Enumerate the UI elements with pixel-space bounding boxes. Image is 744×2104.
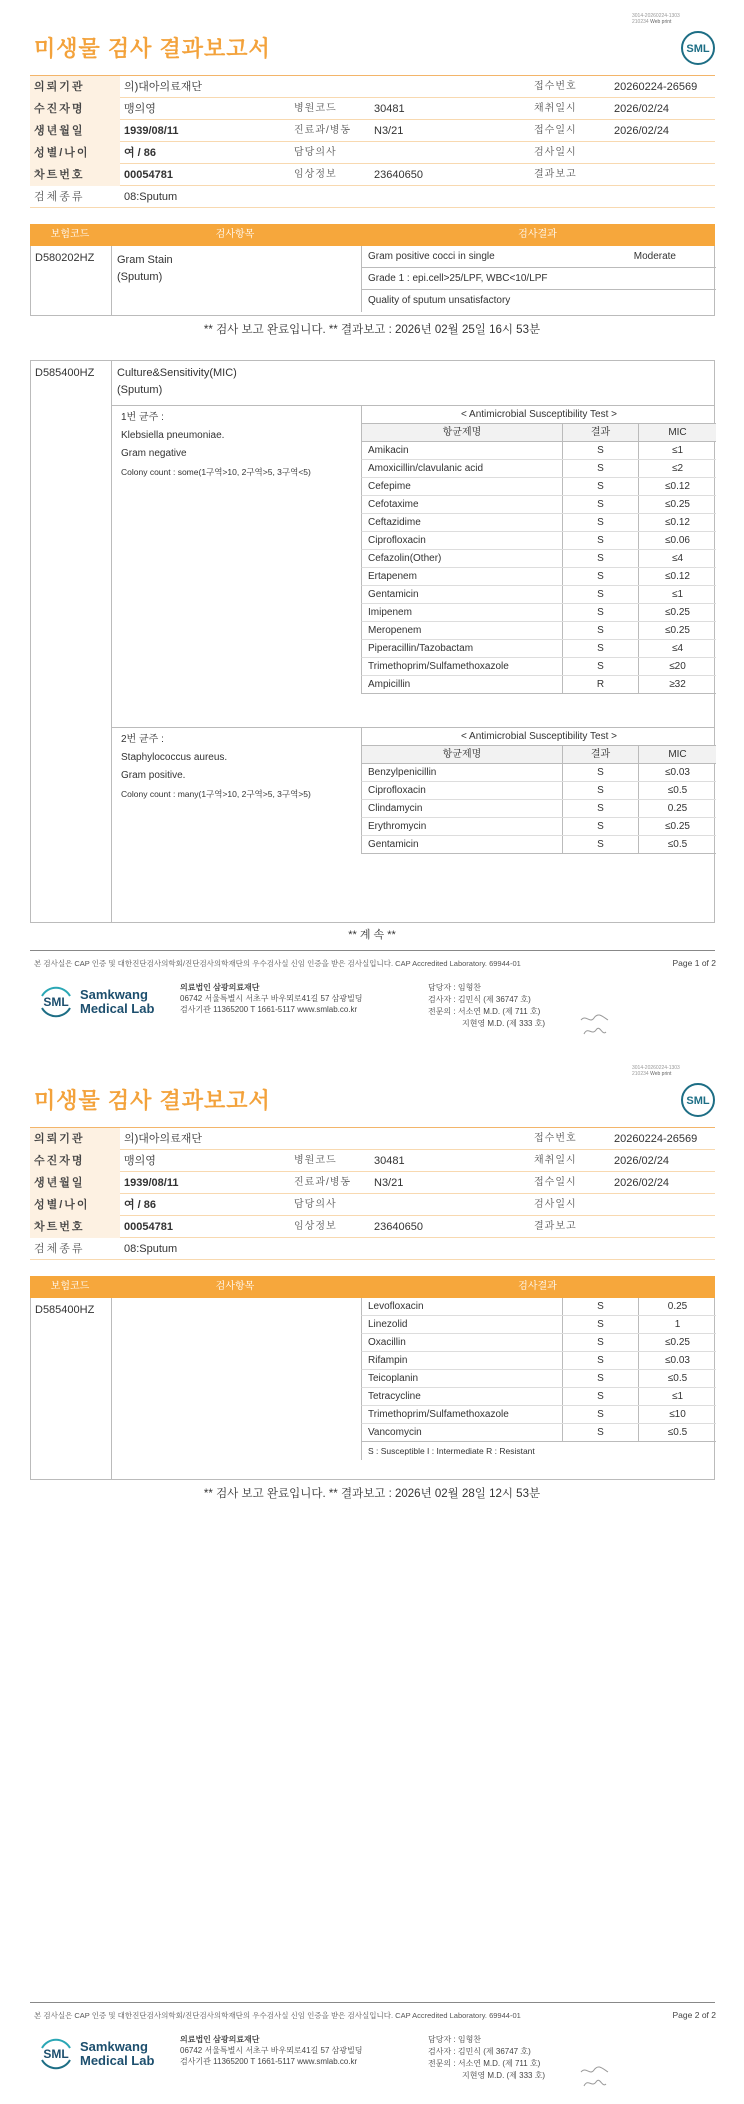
gram-item xyxy=(117,252,173,286)
dept-value: N3/21 xyxy=(374,124,404,137)
ast-row xyxy=(361,1406,716,1424)
ast-row xyxy=(361,514,716,532)
drug-name: Amikacin xyxy=(368,445,409,456)
drug-name: Trimethoprim/Sulfamethoxazole xyxy=(368,1409,509,1420)
drug-result: S xyxy=(562,640,638,657)
web-print-text: Web print xyxy=(650,1071,672,1077)
drug-name: Oxacillin xyxy=(368,1337,406,1348)
drug-result: S xyxy=(562,1370,638,1387)
label-receipt-no: 접수번호 xyxy=(534,1132,577,1144)
staff-line: 담당자 : 임형찬 xyxy=(428,2035,482,2044)
info-row xyxy=(30,164,715,186)
drug-mic: ≤0.5 xyxy=(638,836,716,853)
gram-result-text: Gram positive cocci in single xyxy=(368,251,495,262)
gram-result-row xyxy=(361,290,716,312)
patient-info xyxy=(30,1127,715,1260)
sml-logo-icon xyxy=(36,2034,76,2074)
drug-name: Ciprofloxacin xyxy=(368,535,426,546)
drug-result: S xyxy=(562,1388,638,1405)
drug-mic: ≤0.03 xyxy=(638,1352,716,1369)
ast-row xyxy=(361,1370,716,1388)
footer-brand xyxy=(80,988,154,1016)
signature-icon xyxy=(578,1010,612,1040)
ast-row xyxy=(361,586,716,604)
gram-stain-section xyxy=(30,246,715,316)
info-row xyxy=(30,1216,715,1238)
divider xyxy=(111,246,112,315)
info-row xyxy=(30,1128,715,1150)
receipt-no-value: 20260224-26569 xyxy=(614,80,698,93)
col-mic: MIC xyxy=(638,424,716,441)
label-dept: 진료과/병동 xyxy=(294,1176,352,1188)
drug-mic: ≤4 xyxy=(638,550,716,567)
label-test-date: 검사일시 xyxy=(534,1198,577,1210)
report-page-2 xyxy=(0,1052,744,2104)
drug-name: Ampicillin xyxy=(368,679,411,690)
divider xyxy=(111,361,112,922)
organism-2 xyxy=(121,731,311,803)
footer-note: 본 검사실은 CAP 인증 및 대한진단검사의학회/진단검사의학재단의 우수검사실 신임 인증을 받은 검사실입니다. CAP Accredited Laboratory. 69944-01 xyxy=(34,959,521,968)
drug-result: S xyxy=(562,496,638,513)
drug-mic: ≤0.5 xyxy=(638,1370,716,1387)
info-row xyxy=(30,186,715,208)
footer-address xyxy=(180,2034,363,2067)
print-code xyxy=(632,1065,702,1077)
drug-mic: ≤1 xyxy=(638,586,716,603)
ast-row xyxy=(361,800,716,818)
blank xyxy=(370,1128,530,1150)
clinical-value: 23640650 xyxy=(374,168,423,181)
hosp-code-value: 30481 xyxy=(374,1154,405,1167)
label-name: 수진자명 xyxy=(30,98,120,120)
sex-age-value: 여 / 86 xyxy=(124,146,157,159)
sml-logo-icon xyxy=(36,982,76,1022)
drug-name: Trimethoprim/Sulfamethoxazole xyxy=(368,661,509,672)
label-receipt-date: 접수일시 xyxy=(534,1176,577,1188)
drug-result: S xyxy=(562,836,638,853)
organism-label: 1번 균주 : xyxy=(121,412,164,423)
organism-gram: Gram negative xyxy=(121,448,187,459)
ast-table-3 xyxy=(361,1298,716,1460)
drug-mic: ≤0.06 xyxy=(638,532,716,549)
organism-gram: Gram positive. xyxy=(121,770,186,781)
sml-logo-icon xyxy=(680,30,716,66)
label-clinical: 임상정보 xyxy=(294,1220,337,1232)
col-result: 결과 xyxy=(562,424,638,441)
receipt-no-value: 20260224-26569 xyxy=(614,1132,698,1145)
brand-line-1: Samkwang xyxy=(80,987,148,1002)
label-birth: 생년월일 xyxy=(30,1172,120,1194)
drug-mic: 0.25 xyxy=(638,1298,716,1315)
drug-mic: ≤10 xyxy=(638,1406,716,1423)
drug-mic: ≤2 xyxy=(638,460,716,477)
footer-staff xyxy=(428,2034,545,2082)
drug-name: Ciprofloxacin xyxy=(368,785,426,796)
info-row xyxy=(30,1194,715,1216)
organism-name: Klebsiella pneumoniae. xyxy=(121,430,225,441)
results-table-header xyxy=(30,224,715,246)
signature-icon xyxy=(578,2062,612,2092)
birth-value: 1939/08/11 xyxy=(124,124,179,137)
drug-name: Clindamycin xyxy=(368,803,423,814)
label-hosp-code: 병원코드 xyxy=(294,102,337,114)
drug-name: Ertapenem xyxy=(368,571,417,582)
drug-result: S xyxy=(562,1316,638,1333)
header-result: 검사결과 xyxy=(518,229,557,240)
organism-colony-count: Colony count : some(1구역>10, 2구역>5, 3구역<5) xyxy=(121,467,311,477)
collect-date-value: 2026/02/24 xyxy=(614,102,670,115)
drug-name: Benzylpenicillin xyxy=(368,767,437,778)
gram-code: D580202HZ xyxy=(35,252,95,264)
receipt-date-value: 2026/02/24 xyxy=(614,124,670,137)
info-row xyxy=(30,1238,715,1260)
staff-line: 전문의 : 서소연 M.D. (제 711 호) xyxy=(428,1007,541,1016)
col-drug: 항균제명 xyxy=(442,427,482,438)
label-doctor: 담당의사 xyxy=(294,1198,337,1210)
drug-name: Gentamicin xyxy=(368,589,419,600)
drug-name: Rifampin xyxy=(368,1355,408,1366)
culture-code: D585400HZ xyxy=(35,367,95,379)
label-clinical: 임상정보 xyxy=(294,168,337,180)
print-code-sub: 210234 xyxy=(632,1071,649,1077)
header-item: 검사항목 xyxy=(215,229,255,240)
label-receipt-date: 접수일시 xyxy=(534,124,577,136)
label-chart: 차트번호 xyxy=(30,1216,120,1238)
ast-row xyxy=(361,1352,716,1370)
page-number: Page 2 of 2 xyxy=(672,2010,716,2020)
institution-value: 의)대아의료재단 xyxy=(124,1132,203,1145)
ast-row xyxy=(361,1424,716,1442)
label-doctor: 담당의사 xyxy=(294,146,337,158)
drug-result: S xyxy=(562,478,638,495)
drug-result: S xyxy=(562,586,638,603)
info-row xyxy=(30,76,715,98)
info-row xyxy=(30,120,715,142)
label-receipt-no: 접수번호 xyxy=(534,80,577,92)
hosp-code-value: 30481 xyxy=(374,102,405,115)
staff-line: 검사자 : 김민식 (제 36747 호) xyxy=(428,995,531,1004)
patient-info xyxy=(30,75,715,208)
drug-name: Linezolid xyxy=(368,1319,408,1330)
label-institution: 의뢰기관 xyxy=(30,1128,120,1150)
drug-result: S xyxy=(562,460,638,477)
ast-row xyxy=(361,604,716,622)
drug-mic: ≤1 xyxy=(638,442,716,459)
brand-line-1: Samkwang xyxy=(80,2039,148,2054)
drug-name: Meropenem xyxy=(368,625,422,636)
drug-result: S xyxy=(562,1352,638,1369)
gram-result-text: Grade 1 : epi.cell>25/LPF, WBC<10/LPF xyxy=(368,273,548,284)
info-row xyxy=(30,1172,715,1194)
info-row xyxy=(30,1150,715,1172)
report-title: 미생물 검사 결과보고서 xyxy=(34,36,271,61)
drug-name: Cefepime xyxy=(368,481,411,492)
header-item: 검사항목 xyxy=(215,1281,255,1292)
drug-mic: ≤0.12 xyxy=(638,514,716,531)
drug-result: S xyxy=(562,622,638,639)
gram-results xyxy=(361,246,716,312)
drug-result: S xyxy=(562,1424,638,1441)
contact: 검사기관 11365200 T 1661-5117 www.smlab.co.kr xyxy=(180,2057,358,2066)
drug-name: Erythromycin xyxy=(368,821,427,832)
ast-row xyxy=(361,1298,716,1316)
drug-mic: ≤0.5 xyxy=(638,782,716,799)
drug-name: Imipenem xyxy=(368,607,412,618)
report-title: 미생물 검사 결과보고서 xyxy=(34,1088,271,1113)
footer-staff xyxy=(428,982,545,1030)
label-sex-age: 성별/나이 xyxy=(30,142,120,164)
ast-table-2 xyxy=(361,727,716,854)
drug-name: Levofloxacin xyxy=(368,1301,424,1312)
print-code-text: 3014-20260224-1303 xyxy=(632,13,680,19)
drug-mic: ≤0.12 xyxy=(638,568,716,585)
doctor-value xyxy=(370,1194,530,1216)
drug-result: S xyxy=(562,658,638,675)
drug-mic: ≤4 xyxy=(638,640,716,657)
header-code: 보험코드 xyxy=(50,1281,90,1292)
test-date-value xyxy=(610,142,715,164)
label-sex-age: 성별/나이 xyxy=(30,1194,120,1216)
report-value xyxy=(610,1216,715,1238)
footer-address xyxy=(180,982,363,1015)
drug-result: S xyxy=(562,532,638,549)
blank xyxy=(290,1128,370,1150)
culture-code: D585400HZ xyxy=(35,1304,95,1316)
sex-age-value: 여 / 86 xyxy=(124,1198,157,1211)
drug-mic: ≤1 xyxy=(638,1388,716,1405)
ast-row xyxy=(361,1316,716,1334)
organism-label: 2번 균주 : xyxy=(121,734,164,745)
blank xyxy=(370,76,530,98)
staff-line: 전문의 : 서소연 M.D. (제 711 호) xyxy=(428,2059,541,2068)
drug-mic: ≤0.5 xyxy=(638,1424,716,1441)
sml-logo-text: SML xyxy=(686,1095,710,1107)
ast-row xyxy=(361,782,716,800)
col-drug: 항균제명 xyxy=(442,749,482,760)
chart-value: 00054781 xyxy=(124,1220,173,1233)
footer-divider xyxy=(30,950,715,951)
ast-row xyxy=(361,460,716,478)
ast-row xyxy=(361,442,716,460)
culture-section xyxy=(30,360,715,923)
gram-item-name: Gram Stain xyxy=(117,254,173,266)
ast-row xyxy=(361,568,716,586)
drug-name: Teicoplanin xyxy=(368,1373,419,1384)
dept-value: N3/21 xyxy=(374,1176,404,1189)
name-value: 맹의영 xyxy=(124,1154,156,1167)
drug-result: S xyxy=(562,818,638,835)
drug-result: S xyxy=(562,1406,638,1423)
col-mic: MIC xyxy=(638,746,716,763)
label-specimen: 검체종류 xyxy=(34,1242,85,1255)
organism-name: Staphylococcus aureus. xyxy=(121,752,228,763)
ast-row xyxy=(361,764,716,782)
results-table-header xyxy=(30,1276,715,1298)
org-name: 의료법인 삼광의료재단 xyxy=(180,983,260,992)
drug-result: S xyxy=(562,800,638,817)
staff-line: 지현영 M.D. (제 333 호) xyxy=(462,1019,546,1028)
drug-result: S xyxy=(562,1298,638,1315)
ast-row xyxy=(361,676,716,694)
drug-mic: ≤0.03 xyxy=(638,764,716,781)
culture-complete-text: ** 검사 보고 완료입니다. ** 결과보고 : 2026년 02월 28일 12시 53분 xyxy=(203,1488,541,1500)
drug-mic: ≤0.25 xyxy=(638,496,716,513)
brand-line-2: Medical Lab xyxy=(80,2053,155,2068)
print-code-text: 3014-20260224-1303 xyxy=(632,1065,680,1071)
collect-date-value: 2026/02/24 xyxy=(614,1154,670,1167)
print-code xyxy=(632,13,702,25)
sml-logo-text: SML xyxy=(43,2047,69,2061)
test-date-value xyxy=(610,1194,715,1216)
drug-result: S xyxy=(562,568,638,585)
drug-result: S xyxy=(562,1334,638,1351)
gram-result-row xyxy=(361,246,716,268)
clinical-value: 23640650 xyxy=(374,1220,423,1233)
brand-line-2: Medical Lab xyxy=(80,1001,155,1016)
web-print-text: Web print xyxy=(650,19,672,25)
birth-value: 1939/08/11 xyxy=(124,1176,179,1189)
ast-row xyxy=(361,640,716,658)
ast-row xyxy=(361,550,716,568)
gram-complete-text: ** 검사 보고 완료입니다. ** 결과보고 : 2026년 02월 25일 16시 53분 xyxy=(203,324,541,336)
drug-mic: ≤0.25 xyxy=(638,604,716,621)
drug-result: S xyxy=(562,514,638,531)
ast-title: < Antimicrobial Susceptibility Test > xyxy=(361,727,716,746)
label-collect-date: 채취일시 xyxy=(534,102,577,114)
gram-item-sub: (Sputum) xyxy=(117,271,163,283)
drug-mic: ≤0.12 xyxy=(638,478,716,495)
ast-row xyxy=(361,496,716,514)
ast-row xyxy=(361,478,716,496)
report-value xyxy=(610,164,715,186)
ast-row xyxy=(361,532,716,550)
gram-result-amount: Moderate xyxy=(633,251,676,262)
org-name: 의료법인 삼광의료재단 xyxy=(180,2035,260,2044)
label-collect-date: 채취일시 xyxy=(534,1154,577,1166)
drug-result: S xyxy=(562,604,638,621)
label-specimen: 검체종류 xyxy=(34,190,85,203)
drug-name: Vancomycin xyxy=(368,1427,422,1438)
drug-result: R xyxy=(562,676,638,693)
drug-mic: ≥32 xyxy=(638,676,716,693)
ast-row xyxy=(361,622,716,640)
ast-row xyxy=(361,658,716,676)
drug-result: S xyxy=(562,442,638,459)
sml-logo-text: SML xyxy=(43,995,69,1009)
label-name: 수진자명 xyxy=(30,1150,120,1172)
chart-value: 00054781 xyxy=(124,168,173,181)
info-row xyxy=(30,98,715,120)
culture-item xyxy=(117,365,237,399)
drug-name: Cefotaxime xyxy=(368,499,419,510)
sml-logo-text: SML xyxy=(686,43,710,55)
drug-name: Amoxicillin/clavulanic acid xyxy=(368,463,484,474)
label-test-date: 검사일시 xyxy=(534,146,577,158)
drug-mic: ≤0.25 xyxy=(638,1334,716,1351)
divider xyxy=(111,1298,112,1479)
blank xyxy=(290,76,370,98)
drug-mic: ≤0.25 xyxy=(638,818,716,835)
header-code: 보험코드 xyxy=(50,229,90,240)
drug-mic: ≤20 xyxy=(638,658,716,675)
info-row xyxy=(30,142,715,164)
drug-mic: 1 xyxy=(638,1316,716,1333)
staff-line: 담당자 : 임형찬 xyxy=(428,983,482,992)
address: 06742 서울특별시 서초구 바우뫼로41길 57 삼광빌딩 xyxy=(180,2046,363,2055)
ast-row xyxy=(361,836,716,854)
footer-divider xyxy=(30,2002,715,2003)
drug-result: S xyxy=(562,782,638,799)
page-number: Page 1 of 2 xyxy=(672,958,716,968)
specimen-value: 08:Sputum xyxy=(124,190,178,203)
print-code-sub: 210234 xyxy=(632,19,649,25)
ast-row xyxy=(361,1334,716,1352)
header-result: 검사결과 xyxy=(518,1281,557,1292)
gram-result-text: Quality of sputum unsatisfactory xyxy=(368,295,511,306)
ast-table-1 xyxy=(361,405,716,694)
ast-title: < Antimicrobial Susceptibility Test > xyxy=(361,405,716,424)
gram-result-row xyxy=(361,268,716,290)
organism-colony-count: Colony count : many(1구역>10, 2구역>5, 3구역>5) xyxy=(121,789,311,799)
ast-row xyxy=(361,1388,716,1406)
address: 06742 서울특별시 서초구 바우뫼로41길 57 삼광빌딩 xyxy=(180,994,363,1003)
sml-logo-icon xyxy=(680,1082,716,1118)
col-result: 결과 xyxy=(562,746,638,763)
name-value: 맹의영 xyxy=(124,102,156,115)
drug-name: Tetracycline xyxy=(368,1391,421,1402)
receipt-date-value: 2026/02/24 xyxy=(614,1176,670,1189)
organism-1 xyxy=(121,409,311,481)
drug-name: Ceftazidime xyxy=(368,517,421,528)
culture-section-continued xyxy=(30,1298,715,1480)
drug-result: S xyxy=(562,550,638,567)
label-report: 결과보고 xyxy=(534,168,577,180)
culture-item-name: Culture&Sensitivity(MIC) xyxy=(117,367,237,379)
ast-row xyxy=(361,818,716,836)
doctor-value xyxy=(370,142,530,164)
drug-mic: 0.25 xyxy=(638,800,716,817)
footer-brand xyxy=(80,2040,154,2068)
institution-value: 의)대아의료재단 xyxy=(124,80,203,93)
label-chart: 차트번호 xyxy=(30,164,120,186)
label-birth: 생년월일 xyxy=(30,120,120,142)
drug-result: S xyxy=(562,764,638,781)
drug-name: Piperacillin/Tazobactam xyxy=(368,643,474,654)
label-report: 결과보고 xyxy=(534,1220,577,1232)
specimen-value: 08:Sputum xyxy=(124,1242,178,1255)
label-dept: 진료과/병동 xyxy=(294,124,352,136)
susceptibility-legend: S : Susceptible I : Intermediate R : Resistant xyxy=(361,1442,716,1460)
contact: 검사기관 11365200 T 1661-5117 www.smlab.co.kr xyxy=(180,1005,358,1014)
continued-text: ** 계 속 ** xyxy=(348,929,396,941)
footer-note: 본 검사실은 CAP 인증 및 대한진단검사의학회/진단검사의학재단의 우수검사실 신임 인증을 받은 검사실입니다. CAP Accredited Laboratory. 69944-01 xyxy=(34,2011,521,2020)
ast-header xyxy=(361,746,716,764)
staff-line: 지현영 M.D. (제 333 호) xyxy=(462,2071,546,2080)
label-institution: 의뢰기관 xyxy=(30,76,120,98)
label-hosp-code: 병원코드 xyxy=(294,1154,337,1166)
ast-header xyxy=(361,424,716,442)
drug-name: Gentamicin xyxy=(368,839,419,850)
drug-name: Cefazolin(Other) xyxy=(368,553,442,564)
staff-line: 검사자 : 김민식 (제 36747 호) xyxy=(428,2047,531,2056)
drug-mic: ≤0.25 xyxy=(638,622,716,639)
culture-item-sub: (Sputum) xyxy=(117,384,163,396)
